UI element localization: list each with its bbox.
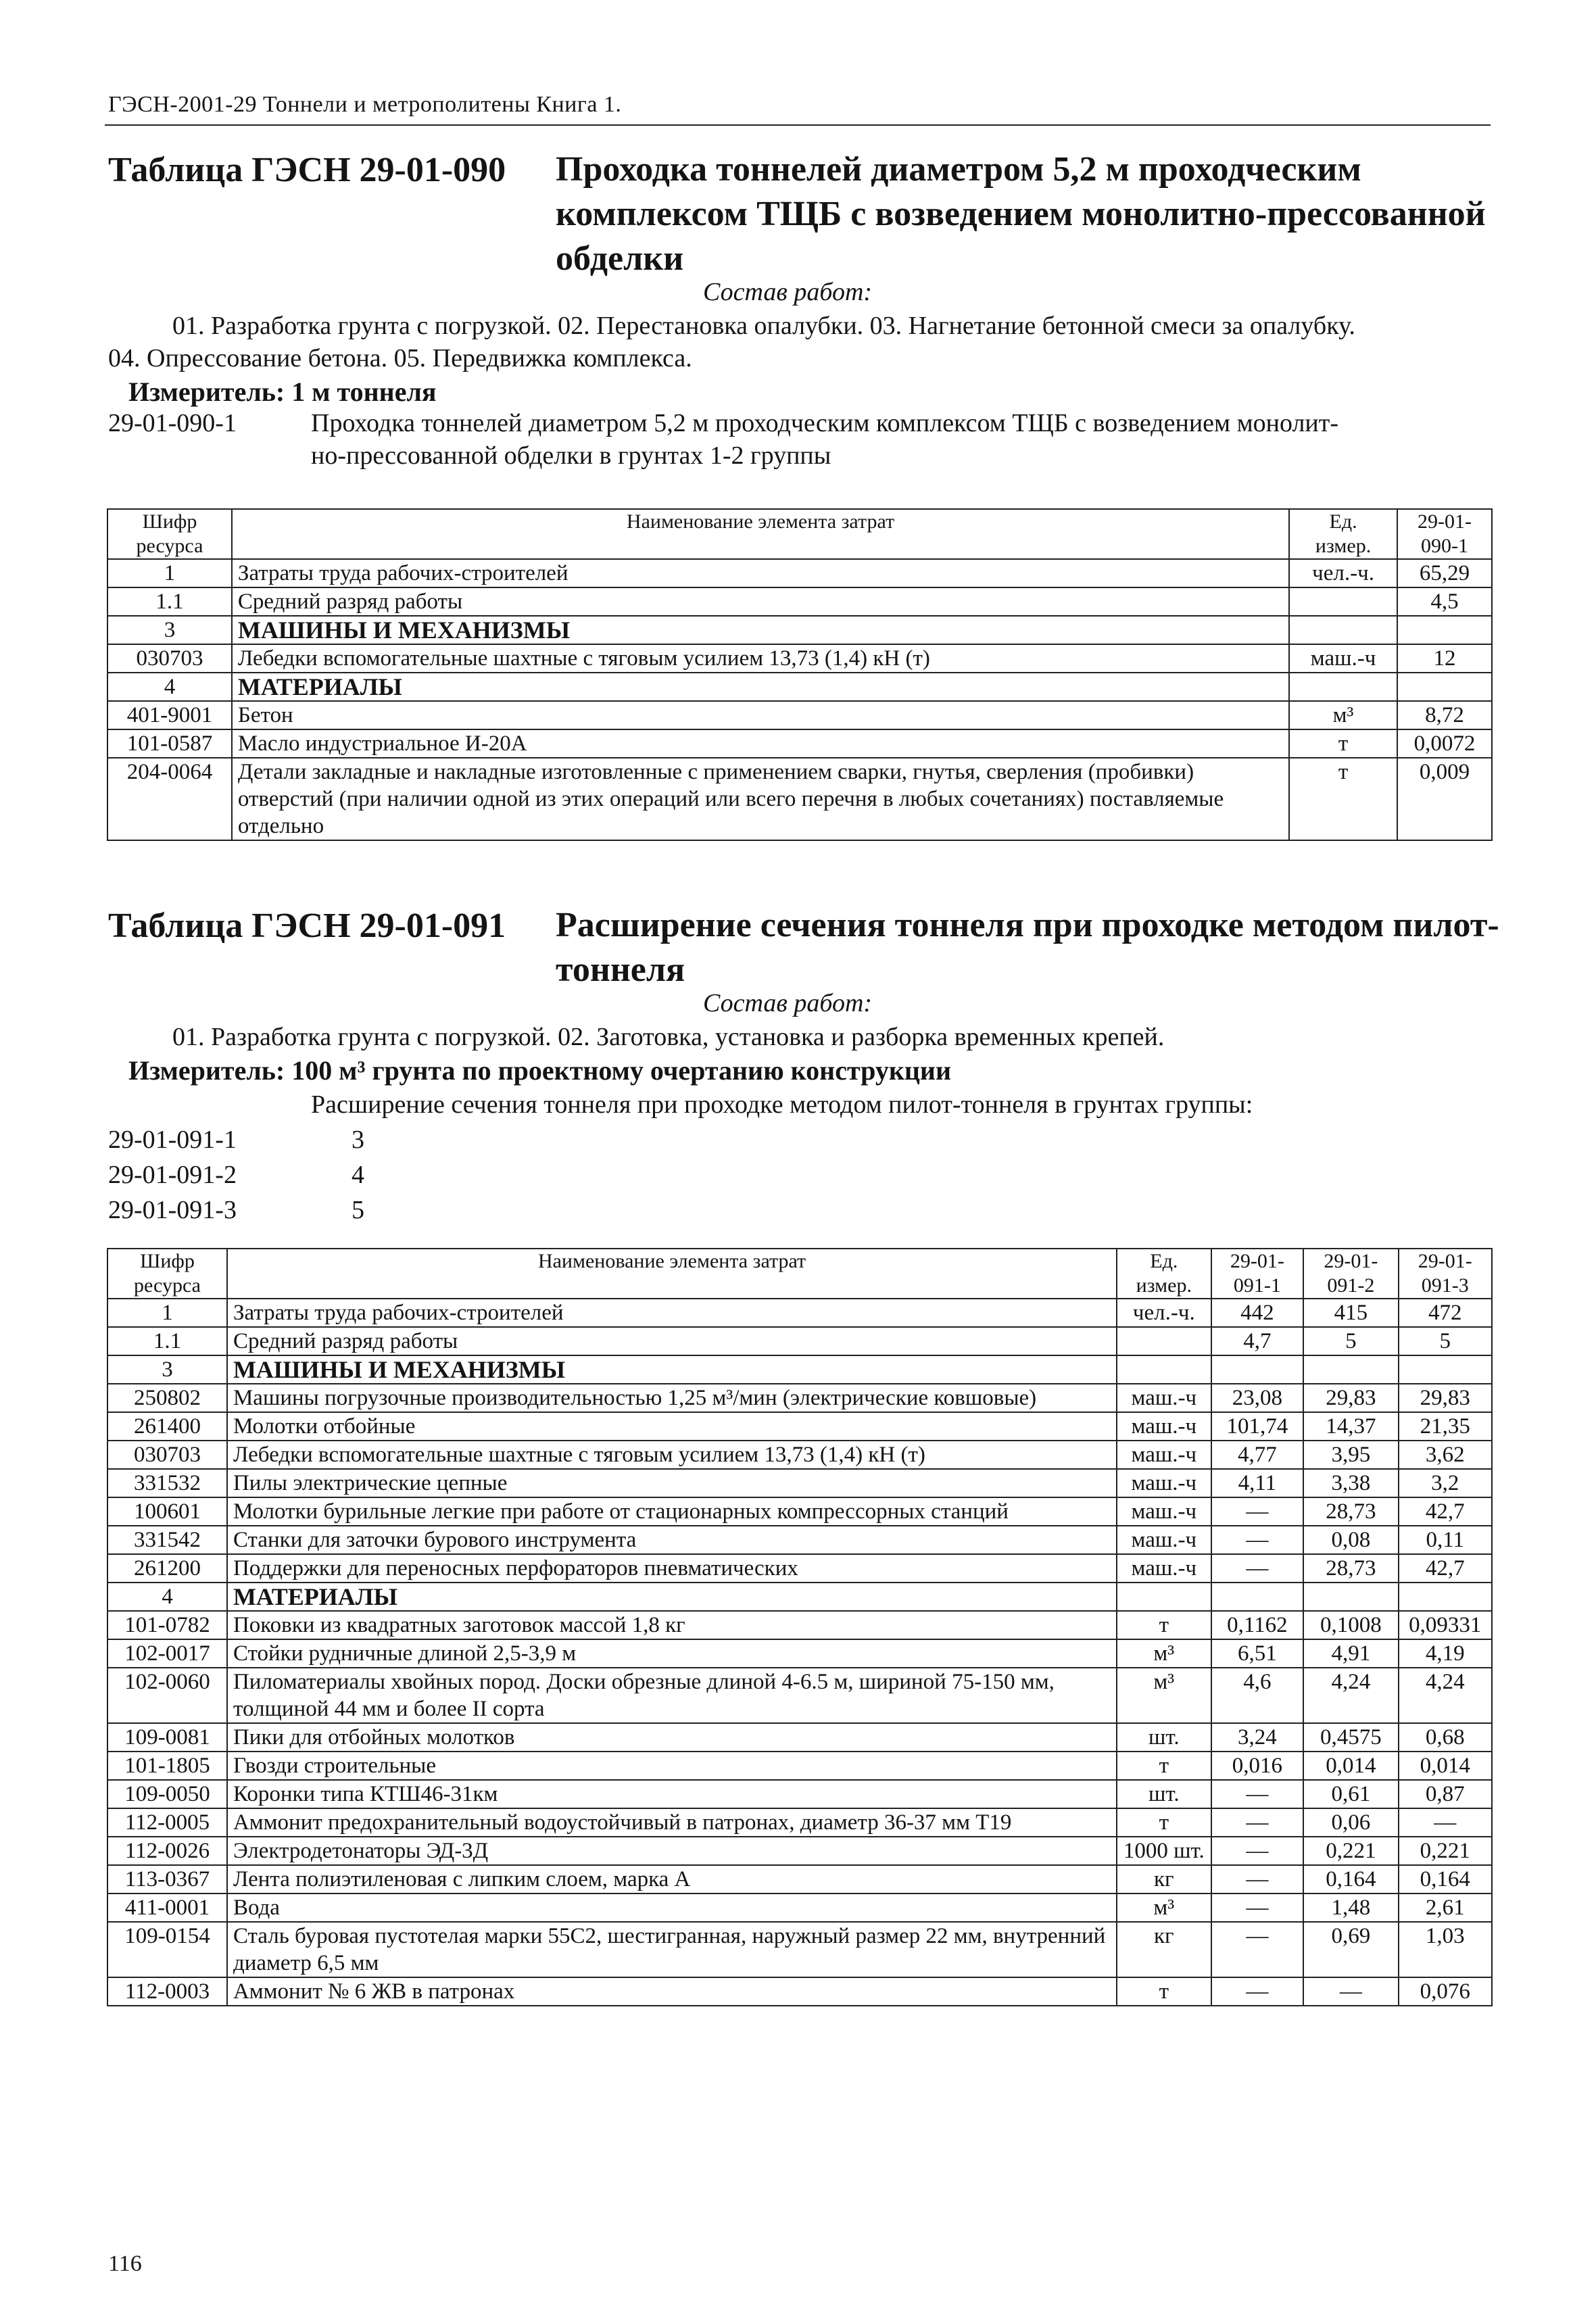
cell-value-1: 4,5 (1397, 587, 1492, 616)
cell-value-3: 0,164 (1399, 1865, 1492, 1893)
cell-unit (1289, 673, 1397, 701)
cell-value-2 (1303, 1355, 1398, 1384)
cell-value-3: 1,03 (1399, 1922, 1492, 1977)
table-row (107, 1412, 1492, 1441)
cell-value-2: 0,06 (1303, 1808, 1398, 1837)
norm-list-item (108, 1192, 364, 1228)
cell-value-3: 2,61 (1399, 1893, 1492, 1922)
norm-group: 3 (352, 1126, 364, 1154)
norm-code: 29-01-091-3 (108, 1196, 237, 1224)
cell-value-3: 0,221 (1399, 1837, 1492, 1865)
cell-name: Пиломатериалы хвойных пород. Доски обрезные длиной 4-6.5 м, шириной 75-150 мм, толщиной 44 мм и более II сорта (227, 1668, 1117, 1723)
table-row (107, 1327, 1492, 1355)
cell-value-2: 3,95 (1303, 1441, 1398, 1469)
table-row (107, 1723, 1492, 1752)
cell-value-2: 29,83 (1303, 1384, 1398, 1412)
table1-title (556, 147, 1486, 281)
cell-unit: шт. (1117, 1780, 1211, 1808)
cell-name: МАШИНЫ И МЕХАНИЗМЫ (232, 616, 1289, 644)
table2-title-line: тоннеля (556, 950, 685, 989)
cell-code: 401-9001 (107, 701, 232, 729)
cell-value-2: 5 (1303, 1327, 1398, 1355)
cell-value-1: 8,72 (1397, 701, 1492, 729)
cell-unit (1117, 1327, 1211, 1355)
cell-code: 331532 (107, 1469, 227, 1497)
table-row (107, 559, 1492, 587)
table1-works-line: 04. Опрессование бетона. 05. Передвижка комплекса. (108, 344, 692, 372)
cell-value-3: 5 (1399, 1327, 1492, 1355)
cell-unit: чел.-ч. (1289, 559, 1397, 587)
cell-unit: чел.-ч. (1117, 1299, 1211, 1327)
th-col1-l2: 091-1 (1233, 1274, 1281, 1297)
cell-value-3: 4,19 (1399, 1639, 1492, 1668)
cell-value-2: 0,1008 (1303, 1611, 1398, 1639)
table2-works: 01. Разработка грунта с погрузкой. 02. Заготовка, установка и разборка временных крепей. (172, 1023, 1165, 1051)
cell-value-1 (1397, 616, 1492, 644)
cell-code: 109-0154 (107, 1922, 227, 1977)
cell-name: Масло индустриальное И-20А (232, 729, 1289, 758)
cell-unit: маш.-ч (1117, 1441, 1211, 1469)
cell-unit: т (1117, 1808, 1211, 1837)
table2-id: Таблица ГЭСН 29-01-091 (108, 907, 506, 945)
cell-value-2: 0,014 (1303, 1752, 1398, 1780)
table-row (107, 1583, 1492, 1611)
table1-header-row (107, 509, 1492, 559)
cell-name: Бетон (232, 701, 1289, 729)
cell-value-3: 3,62 (1399, 1441, 1492, 1469)
cell-unit: м³ (1117, 1893, 1211, 1922)
cell-unit: т (1117, 1611, 1211, 1639)
th-col1-l2: 090-1 (1421, 535, 1468, 557)
cell-value-1: — (1211, 1497, 1304, 1526)
cell-unit: м³ (1117, 1668, 1211, 1723)
cell-value-1: 101,74 (1211, 1412, 1304, 1441)
cell-code: 109-0081 (107, 1723, 227, 1752)
norm-code: 29-01-091-1 (108, 1126, 237, 1154)
th-code (107, 1249, 227, 1299)
cell-code: 101-0782 (107, 1611, 227, 1639)
table1-norm-code: 29-01-090-1 (108, 409, 237, 437)
cell-code: 113-0367 (107, 1865, 227, 1893)
table-row (107, 644, 1492, 673)
table2-title (556, 903, 1499, 992)
cell-unit: т (1289, 758, 1397, 840)
cell-name: Лебедки вспомогательные шахтные с тяговым усилием 13,73 (1,4) кН (т) (232, 644, 1289, 673)
cell-code: 112-0026 (107, 1837, 227, 1865)
cell-value-2: 0,4575 (1303, 1723, 1398, 1752)
cell-value-2: 4,24 (1303, 1668, 1398, 1723)
cell-value-2: 28,73 (1303, 1497, 1398, 1526)
table2-norm-intro: Расширение сечения тоннеля при проходке методом пилот-тоннеля в грунтах группы: (311, 1090, 1253, 1119)
th-col1 (1397, 509, 1492, 559)
cell-name: Аммонит № 6 ЖВ в патронах (227, 1977, 1117, 2006)
cell-unit: т (1117, 1752, 1211, 1780)
cell-value-2: 0,164 (1303, 1865, 1398, 1893)
th-code-l1: Шифр (142, 510, 197, 533)
th-col3 (1399, 1249, 1492, 1299)
cell-code: 204-0064 (107, 758, 232, 840)
cell-code: 102-0060 (107, 1668, 227, 1723)
cell-value-2: 0,69 (1303, 1922, 1398, 1977)
cell-name: Поддержки для переносных перфораторов пневматических (227, 1554, 1117, 1583)
th-name: Наименование элемента затрат (232, 509, 1289, 559)
th-code-l1: Шифр (140, 1250, 195, 1272)
cell-name: Сталь буровая пустотелая марки 55С2, шестигранная, наружный размер 22 мм, внутренний диаметр 6,5 мм (227, 1922, 1117, 1977)
cell-value-2: 14,37 (1303, 1412, 1398, 1441)
table-row (107, 1554, 1492, 1583)
cell-unit: м³ (1289, 701, 1397, 729)
cell-value-3: 3,2 (1399, 1469, 1492, 1497)
table2-header-row (107, 1249, 1492, 1299)
cell-value-2: 3,38 (1303, 1469, 1398, 1497)
table2-measure: Измеритель: 100 м³ грунта по проектному очертанию конструкции (128, 1055, 952, 1086)
cell-unit: 1000 шт. (1117, 1837, 1211, 1865)
cell-name: Затраты труда рабочих-строителей (227, 1299, 1117, 1327)
table-row (107, 1780, 1492, 1808)
table-row (107, 1384, 1492, 1412)
th-code-l2: ресурса (133, 1274, 201, 1297)
cell-code: 109-0050 (107, 1780, 227, 1808)
cell-code: 4 (107, 1583, 227, 1611)
cell-value-1: 4,11 (1211, 1469, 1304, 1497)
table1-works-line: 01. Разработка грунта с погрузкой. 02. Перестановка опалубки. 03. Нагнетание бетонной смеси за опалубку. (172, 312, 1355, 340)
cell-code: 1 (107, 559, 232, 587)
cell-code: 100601 (107, 1497, 227, 1526)
cell-value-1: 4,77 (1211, 1441, 1304, 1469)
th-col1-l1: 29-01- (1418, 510, 1472, 533)
cell-value-2 (1303, 1583, 1398, 1611)
cell-value-1: — (1211, 1837, 1304, 1865)
cell-name: Пики для отбойных молотков (227, 1723, 1117, 1752)
cell-value-2: 4,91 (1303, 1639, 1398, 1668)
cell-value-1: — (1211, 1865, 1304, 1893)
table-row (107, 1752, 1492, 1780)
table2-grid (107, 1248, 1493, 2006)
table-row (107, 1808, 1492, 1837)
cell-code: 101-1805 (107, 1752, 227, 1780)
norm-list-item (108, 1122, 364, 1157)
cell-value-1: — (1211, 1526, 1304, 1554)
cell-code: 331542 (107, 1526, 227, 1554)
cell-name: Средний разряд работы (232, 587, 1289, 616)
cell-name: Стойки рудничные длиной 2,5-3,9 м (227, 1639, 1117, 1668)
cell-name: Молотки отбойные (227, 1412, 1117, 1441)
cell-unit: шт. (1117, 1723, 1211, 1752)
table-row (107, 1355, 1492, 1384)
cell-unit: кг (1117, 1922, 1211, 1977)
cell-value-1: — (1211, 1554, 1304, 1583)
cell-unit: кг (1117, 1865, 1211, 1893)
cell-value-1: 65,29 (1397, 559, 1492, 587)
table1-title-line: Проходка тоннелей диаметром 5,2 м проходческим (556, 150, 1361, 189)
cell-value-1: 0,1162 (1211, 1611, 1304, 1639)
cell-unit: т (1289, 729, 1397, 758)
cell-value-2: 1,48 (1303, 1893, 1398, 1922)
cell-value-1: — (1211, 1893, 1304, 1922)
cell-code: 1.1 (107, 587, 232, 616)
cell-name: Станки для заточки бурового инструмента (227, 1526, 1117, 1554)
th-col2 (1303, 1249, 1398, 1299)
cell-value-1 (1397, 673, 1492, 701)
table-row (107, 1837, 1492, 1865)
cell-value-1: 4,7 (1211, 1327, 1304, 1355)
cell-value-3: 42,7 (1399, 1497, 1492, 1526)
cell-unit: маш.-ч (1117, 1412, 1211, 1441)
cell-value-1: 0,016 (1211, 1752, 1304, 1780)
table1-title-line: обделки (556, 239, 684, 278)
table-row (107, 1865, 1492, 1893)
cell-value-1: 442 (1211, 1299, 1304, 1327)
table1-norm-desc-line: но-прессованной обделки в грунтах 1-2 группы (311, 441, 831, 470)
table1-works (108, 310, 1501, 375)
cell-unit: маш.-ч (1117, 1384, 1211, 1412)
table1-norm-desc-line: Проходка тоннелей диаметром 5,2 м проходческим комплексом ТЩБ с возведением монолит- (311, 409, 1339, 437)
cell-value-3: 0,076 (1399, 1977, 1492, 2006)
table1-norm-desc (311, 407, 1338, 472)
th-code (107, 509, 232, 559)
table-row (107, 1639, 1492, 1668)
cell-unit: маш.-ч (1117, 1526, 1211, 1554)
table2-sostav-label: Состав работ: (703, 989, 873, 1017)
cell-unit: маш.-ч (1117, 1554, 1211, 1583)
cell-value-2: 0,221 (1303, 1837, 1398, 1865)
table-row (107, 1893, 1492, 1922)
table1-title-line: комплексом ТЩБ с возведением монолитно-прессованной (556, 195, 1486, 233)
cell-value-3: 0,11 (1399, 1526, 1492, 1554)
th-unit-l1: Ед. (1329, 510, 1357, 533)
cell-name: МАШИНЫ И МЕХАНИЗМЫ (227, 1355, 1117, 1384)
cell-value-1: 3,24 (1211, 1723, 1304, 1752)
cell-name: Поковки из квадратных заготовок массой 1,8 кг (227, 1611, 1117, 1639)
cell-unit (1289, 616, 1397, 644)
cell-name: Затраты труда рабочих-строителей (232, 559, 1289, 587)
th-unit-l2: измер. (1315, 535, 1372, 557)
cell-value-3: 0,68 (1399, 1723, 1492, 1752)
norm-list-item (108, 1157, 364, 1192)
table-row (107, 758, 1492, 840)
cell-code: 1.1 (107, 1327, 227, 1355)
table-row (107, 1526, 1492, 1554)
cell-value-1: 6,51 (1211, 1639, 1304, 1668)
cell-value-3: 0,014 (1399, 1752, 1492, 1780)
cell-name: Аммонит предохранительный водоустойчивый в патронах, диаметр 36-37 мм Т19 (227, 1808, 1117, 1837)
cell-name: Детали закладные и накладные изготовленные с применением сварки, гнутья, сверления (пробивки) отверстий (при наличии одной из этих операций или всего перечня в любых сочетаниях) поставляемые отдельно (232, 758, 1289, 840)
cell-name: Машины погрузочные производительностью 1,25 м³/мин (электрические ковшовые) (227, 1384, 1117, 1412)
th-col2-l1: 29-01- (1324, 1250, 1378, 1272)
table-row (107, 701, 1492, 729)
cell-value-3 (1399, 1355, 1492, 1384)
cell-value-1: 0,009 (1397, 758, 1492, 840)
table-row (107, 1977, 1492, 2006)
cell-code: 1 (107, 1299, 227, 1327)
th-col2-l2: 091-2 (1327, 1274, 1375, 1297)
cell-value-1: 4,6 (1211, 1668, 1304, 1723)
table1-id: Таблица ГЭСН 29-01-090 (108, 151, 506, 189)
cell-code: 3 (107, 616, 232, 644)
cell-value-1: — (1211, 1808, 1304, 1837)
table2-norm-list (108, 1122, 364, 1228)
page-number: 116 (108, 2251, 142, 2276)
cell-value-3: 29,83 (1399, 1384, 1492, 1412)
table-row (107, 616, 1492, 644)
table-row (107, 587, 1492, 616)
norm-group: 4 (352, 1161, 364, 1189)
table-row (107, 729, 1492, 758)
cell-value-2: — (1303, 1977, 1398, 2006)
cell-value-1: — (1211, 1977, 1304, 2006)
cell-value-1: — (1211, 1922, 1304, 1977)
cell-unit: маш.-ч (1117, 1497, 1211, 1526)
cell-value-1 (1211, 1583, 1304, 1611)
cell-value-1: 12 (1397, 644, 1492, 673)
cell-value-1: 23,08 (1211, 1384, 1304, 1412)
cell-code: 101-0587 (107, 729, 232, 758)
cell-code: 102-0017 (107, 1639, 227, 1668)
table-row (107, 1668, 1492, 1723)
th-unit (1117, 1249, 1211, 1299)
cell-name: Вода (227, 1893, 1117, 1922)
cell-name: Электродетонаторы ЭД-3Д (227, 1837, 1117, 1865)
table-row (107, 1299, 1492, 1327)
cell-value-2: 415 (1303, 1299, 1398, 1327)
cell-unit (1289, 587, 1397, 616)
cell-code: 112-0005 (107, 1808, 227, 1837)
cell-code: 411-0001 (107, 1893, 227, 1922)
cell-code: 030703 (107, 644, 232, 673)
th-unit (1289, 509, 1397, 559)
cell-code: 030703 (107, 1441, 227, 1469)
th-col3-l2: 091-3 (1421, 1274, 1469, 1297)
cell-code: 4 (107, 673, 232, 701)
cell-unit (1117, 1583, 1211, 1611)
table2-title-line: Расширение сечения тоннеля при проходке методом пилот- (556, 906, 1499, 944)
th-unit-l1: Ед. (1150, 1250, 1178, 1272)
cell-name: Лента полиэтиленовая с липким слоем, марка А (227, 1865, 1117, 1893)
cell-name: Пилы электрические цепные (227, 1469, 1117, 1497)
cell-unit: м³ (1117, 1639, 1211, 1668)
cell-value-3: 21,35 (1399, 1412, 1492, 1441)
norm-group: 5 (352, 1196, 364, 1224)
th-col3-l1: 29-01- (1418, 1250, 1472, 1272)
table1-measure: Измеритель: 1 м тоннеля (128, 377, 437, 407)
cell-code: 261400 (107, 1412, 227, 1441)
cell-value-3: 4,24 (1399, 1668, 1492, 1723)
cell-value-2: 0,61 (1303, 1780, 1398, 1808)
table-row (107, 1922, 1492, 1977)
cell-code: 112-0003 (107, 1977, 227, 2006)
cell-value-3: 472 (1399, 1299, 1492, 1327)
cell-name: МАТЕРИАЛЫ (227, 1583, 1117, 1611)
cell-value-3: — (1399, 1808, 1492, 1837)
cell-value-3: 0,09331 (1399, 1611, 1492, 1639)
cell-code: 3 (107, 1355, 227, 1384)
cell-code: 250802 (107, 1384, 227, 1412)
th-col1 (1211, 1249, 1304, 1299)
norm-code: 29-01-091-2 (108, 1161, 237, 1189)
cell-name: Коронки типа КТШ46-31км (227, 1780, 1117, 1808)
header-divider (105, 124, 1491, 126)
table-row (107, 1469, 1492, 1497)
table-row (107, 1441, 1492, 1469)
th-col1-l1: 29-01- (1230, 1250, 1284, 1272)
cell-name: Средний разряд работы (227, 1327, 1117, 1355)
cell-value-3: 0,87 (1399, 1780, 1492, 1808)
cell-code: 261200 (107, 1554, 227, 1583)
table-row (107, 1611, 1492, 1639)
cell-unit: т (1117, 1977, 1211, 2006)
cell-unit: маш.-ч (1289, 644, 1397, 673)
table-row (107, 1497, 1492, 1526)
cell-value-1: 0,0072 (1397, 729, 1492, 758)
cell-unit (1117, 1355, 1211, 1384)
cell-value-1 (1211, 1355, 1304, 1384)
cell-unit: маш.-ч (1117, 1469, 1211, 1497)
table1-sostav-label: Состав работ: (703, 278, 873, 306)
cell-name: Гвозди строительные (227, 1752, 1117, 1780)
cell-name: МАТЕРИАЛЫ (232, 673, 1289, 701)
cell-value-2: 28,73 (1303, 1554, 1398, 1583)
th-name: Наименование элемента затрат (227, 1249, 1117, 1299)
th-code-l2: ресурса (136, 535, 203, 557)
cell-value-1: — (1211, 1780, 1304, 1808)
table-row (107, 673, 1492, 701)
cell-value-3 (1399, 1583, 1492, 1611)
th-unit-l2: измер. (1136, 1274, 1192, 1297)
cell-value-3: 42,7 (1399, 1554, 1492, 1583)
cell-value-2: 0,08 (1303, 1526, 1398, 1554)
cell-name: Молотки бурильные легкие при работе от стационарных компрессорных станций (227, 1497, 1117, 1526)
running-title: ГЭСН-2001-29 Тоннели и метрополитены Книга 1. (108, 92, 622, 117)
table1-grid (107, 508, 1493, 841)
cell-name: Лебедки вспомогательные шахтные с тяговым усилием 13,73 (1,4) кН (т) (227, 1441, 1117, 1469)
